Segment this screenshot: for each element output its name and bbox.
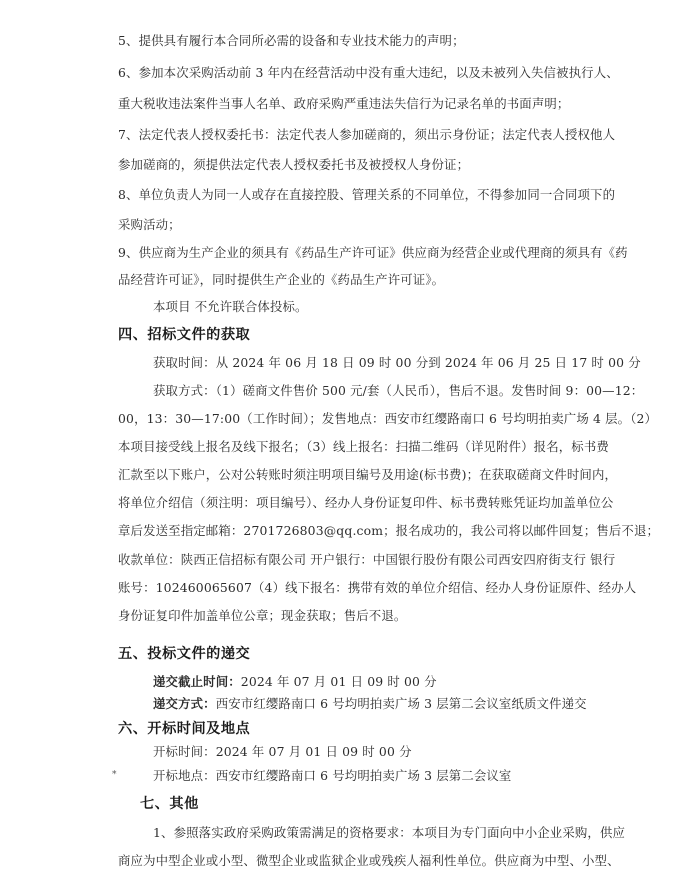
consortium-note: 本项目 不允许联合体投标。 — [153, 299, 308, 314]
opening-time-label: 开标时间： — [153, 744, 216, 759]
submission-deadline — [153, 674, 437, 690]
offline-registration: 身份证复印件加盖单位公章；现金获取；售后不退。 — [118, 608, 407, 623]
other-item-1: 1、参照落实政府采购政策需满足的资格要求：本项目为专门面向中小企业采购，供应 — [153, 825, 626, 840]
item-7: 7、法定代表人授权委托书：法定代表人参加磋商的，须出示身份证；法定代表人授权他人 — [118, 127, 616, 142]
acquisition-method: 获取方式：（1）磋商文件售价 500 元/套（人民币），售后不退。发售时间 9：00—12： — [153, 383, 644, 398]
item-9: 9、供应商为生产企业的须具有《药品生产许可证》供应商为经营企业或代理商的须具有《药 — [118, 245, 628, 260]
acquisition-email: 章后发送至指定邮箱：2701726803@qq.com；报名成功的，我公司将以邮件回复；售后不退； — [118, 523, 660, 538]
item-8-cont: 采购活动； — [118, 217, 181, 232]
item-6: 6、参加本次采购活动前 3 年内在经营活动中没有重大违纪，以及未被列入失信被执行人、 — [118, 65, 619, 80]
section-4-heading: 四、招标文件的获取 — [118, 327, 251, 343]
margin-mark: * — [112, 770, 117, 780]
opening-place-value: 西安市红缨路南口 6 号均明拍卖广场 3 层第二会议室 — [215, 768, 512, 783]
acquisition-method-4: 汇款至以下账户，公对公转账时须注明项目编号及用途(标书费)；在获取磋商文件时间内， — [118, 467, 618, 482]
opening-place — [153, 768, 511, 784]
opening-time — [153, 744, 412, 760]
opening-place-label: 开标地点： — [153, 768, 216, 783]
submission-deadline-label: 递交截止时间： — [153, 674, 241, 689]
submission-method-value: 西安市红缨路南口 6 号均明拍卖广场 3 层第二会议室纸质文件递交 — [215, 696, 587, 711]
section-5-heading: 五、投标文件的递交 — [118, 646, 251, 662]
acquisition-method-3: 本项目接受线上报名及线下报名；（3）线上报名：扫描二维码（详见附件）报名，标书费 — [118, 439, 609, 454]
section-6-heading: 六、开标时间及地点 — [118, 721, 251, 737]
submission-method-label: 递交方式： — [153, 696, 216, 711]
opening-time-value: 2024 年 07 月 01 日 09 时 00 分 — [215, 744, 412, 759]
other-item-1-cont: 商应为中型企业或小型、微型企业或监狱企业或残疾人福利性单位。供应商为中型、小型、 — [118, 853, 620, 868]
acquisition-method-2: 00，13：30—17:00（工作时间）；发售地点：西安市红缨路南口 6 号均明拍卖广场 4 层。（2） — [118, 411, 658, 426]
item-6-cont: 重大税收违法案件当事人名单、政府采购严重违法失信行为记录名单的书面声明； — [118, 96, 570, 111]
section-7-heading: 七、其他 — [140, 796, 199, 812]
item-9-cont: 品经营许可证》，同时提供生产企业的《药品生产许可证》。 — [118, 272, 445, 287]
bank-account: 账号：102460065607（4）线下报名：携带有效的单位介绍信、经办人身份证原件、经办人 — [118, 580, 637, 595]
item-8: 8、单位负责人为同一人或存在直接控股、管理关系的不同单位，不得参加同一合同项下的 — [118, 187, 616, 202]
submission-deadline-value: 2024 年 07 月 01 日 09 时 00 分 — [240, 674, 437, 689]
item-5: 5、提供具有履行本合同所必需的设备和专业技术能力的声明； — [118, 33, 465, 48]
submission-method — [153, 696, 587, 712]
payee-bank: 收款单位：陕西正信招标有限公司 开户银行：中国银行股份有限公司西安四府街支行 银行 — [118, 552, 616, 567]
item-7-cont: 参加磋商的，须提供法定代表人授权委托书及被授权人身份证； — [118, 157, 470, 172]
acquisition-method-5: 将单位介绍信（须注明：项目编号）、经办人身份证复印件、标书费转账凭证均加盖单位公 — [118, 495, 614, 510]
acquisition-time: 获取时间：从 2024 年 06 月 18 日 09 时 00 分到 2024 年 06 月 25 日 17 时 00 分 — [153, 355, 641, 370]
